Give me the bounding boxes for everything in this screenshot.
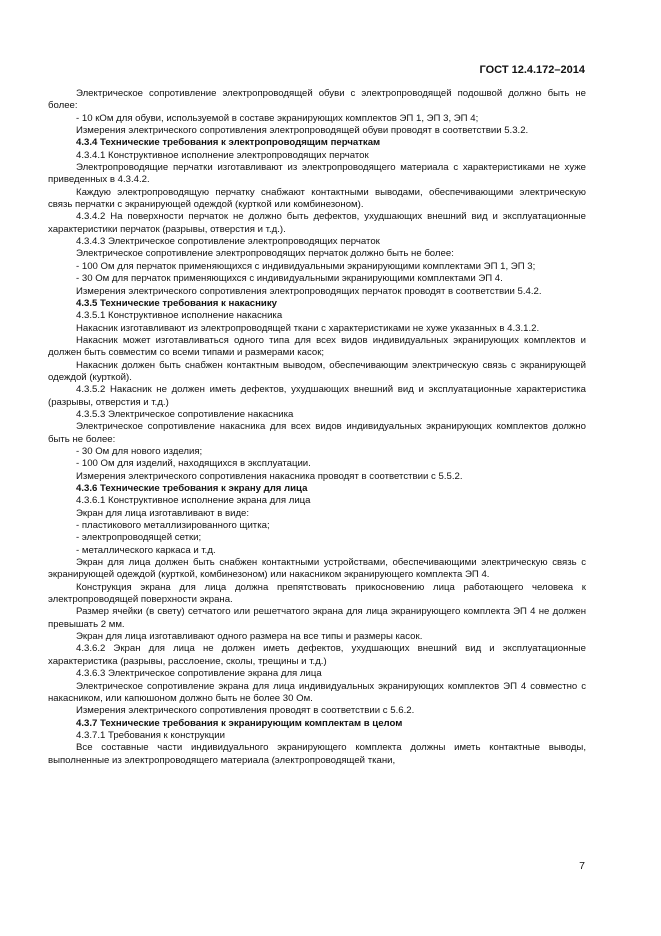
paragraph: Накасник может изготавливаться одного типа для всех видов индивидуальных экранирующих комплектов и должен быть совместим со всеми типами и размерами касок; — [48, 334, 586, 359]
paragraph: Накасник изготавливают из электропроводящей ткани с характеристиками не хуже указанных в 4.3.1.2. — [76, 322, 540, 334]
section-heading: 4.3.7 Технические требования к экранирующим комплектам в целом — [76, 717, 403, 729]
paragraph: Размер ячейки (в свету) сетчатого или решетчатого экрана для лица экранирующего комплекта ЭП 4 не должен превышать 2 мм. — [48, 606, 586, 630]
section-heading: 4.3.4 Технические требования к электропроводящим перчаткам — [76, 137, 381, 149]
paragraph: 4.3.6.3 Электрическое сопротивление экрана для лица — [76, 668, 322, 680]
paragraph: 4.3.5.3 Электрическое сопротивление накасника — [76, 408, 294, 420]
paragraph: 4.3.4.1 Конструктивное исполнение электропроводящих перчаток — [76, 149, 369, 161]
document-header: ГОСТ 12.4.172–2014 — [479, 64, 585, 76]
paragraph: Измерения электрического сопротивления электропроводящих перчаток проводят в соответствии 5.4.2. — [76, 285, 542, 297]
paragraph: - 30 Ом для перчаток применяющихся с индивидуальными экранирующими комплектами ЭП 4. — [76, 273, 503, 285]
paragraph: - 30 Ом для нового изделия; — [76, 445, 203, 457]
paragraph: Электрическое сопротивление экрана для лица индивидуальных экранирующих комплектов ЭП 4 совместно с накасником, или капюшоном должно быть не более 30 Ом. — [48, 680, 586, 704]
section-heading: 4.3.6 Технические требования к экрану для лица — [76, 483, 308, 494]
paragraph: - 100 Ом для перчаток применяющихся с индивидуальными экранирующими комплектами ЭП 1, ЭП 3; — [76, 260, 536, 272]
section-heading: 4.3.5 Технические требования к накаснику — [76, 297, 277, 309]
paragraph: 4.3.6.1 Конструктивное исполнение экрана для лица — [76, 495, 311, 507]
paragraph: - 100 Ом для изделий, находящихся в эксплуатации. — [76, 458, 311, 470]
paragraph: 4.3.5.2 Накасник не должен иметь дефектов, ухудшающих внешний вид и эксплуатационные характеристика (разрывы, отверстия и т.д.) — [48, 384, 586, 408]
paragraph: Измерения электрического сопротивления накасника проводят в соответствии с 5.5.2. — [76, 470, 463, 482]
paragraph: Измерения электрического сопротивления электропроводящей обуви проводят в соответствии 5.3.2. — [76, 125, 529, 137]
paragraph: Экран для лица должен быть снабжен контактными устройствами, обеспечивающими электрическую связь с экранирующей одеждой (курткой, комбинезоном) или накасником экранирующего комплекта ЭП 4. — [48, 557, 586, 581]
paragraph: - 10 кОм для обуви, используемой в составе экранирующих комплектов ЭП 1, ЭП 3, ЭП 4; — [76, 112, 479, 124]
paragraph: Конструкция экрана для лица должна препятствовать прикосновению лица работающего человека к электропроводящей поверхности экрана. — [48, 581, 586, 606]
paragraph: 4.3.5.1 Конструктивное исполнение накасника — [76, 310, 283, 322]
paragraph: 4.3.4.3 Электрическое сопротивление электропроводящих перчаток — [76, 236, 380, 248]
paragraph: Каждую электропроводящую перчатку снабжают контактными выводами, обеспечивающими электрическую связь перчатки с экранирующей одеждой (курткой или комбинезоном). — [48, 186, 586, 211]
paragraph: 4.3.6.2 Экран для лица не должен иметь дефектов, ухудшающих внешний вид и эксплуатационные характеристика (разрывы, расслоение, сколы, трещины и т.д.) — [48, 643, 586, 667]
paragraph: - электропроводящей сетки; — [76, 532, 202, 544]
paragraph: - металлического каркаса и т.д. — [76, 544, 216, 556]
paragraph: Экран для лица изготавливают в виде: — [76, 507, 250, 519]
paragraph: Экран для лица изготавливают одного размера на все типы и размеры касок. — [76, 631, 423, 643]
paragraph: Накасник должен быть снабжен контактным выводом, обеспечивающим электрическую связь с экранирующей одеждой (курткой). — [48, 359, 586, 383]
page-number: 7 — [579, 860, 585, 872]
document-body — [48, 88, 586, 767]
paragraph: Электрическое сопротивление накасника для всех видов индивидуальных экранирующих комплектов должно быть не более: — [48, 421, 586, 445]
paragraph: Электрическое сопротивление электропроводящей обуви с электропроводящей подошвой должно быть не более: — [48, 88, 586, 112]
paragraph: Все составные части индивидуального экранирующего комплекта должны иметь контактные выводы, выполненные из электропроводящего материала (электропроводящей ткани, — [48, 742, 586, 766]
paragraph: - пластикового металлизированного щитка; — [76, 520, 270, 532]
paragraph: Измерения электрического сопротивления проводят в соответствии с 5.6.2. — [76, 705, 415, 717]
paragraph: 4.3.7.1 Требования к конструкции — [76, 729, 225, 741]
paragraph: Электрическое сопротивление электропроводящих перчаток должно быть не более: — [76, 248, 454, 260]
paragraph: 4.3.4.2 На поверхности перчаток не должно быть дефектов, ухудшающих внешний вид и эксплуатационные характеристики перчаток (разрывы, отверстия и т.д.). — [48, 211, 586, 235]
paragraph: Электропроводящие перчатки изготавливают из электропроводящего материала с характеристиками не хуже приведенных в 4.3.4.2. — [48, 162, 586, 186]
